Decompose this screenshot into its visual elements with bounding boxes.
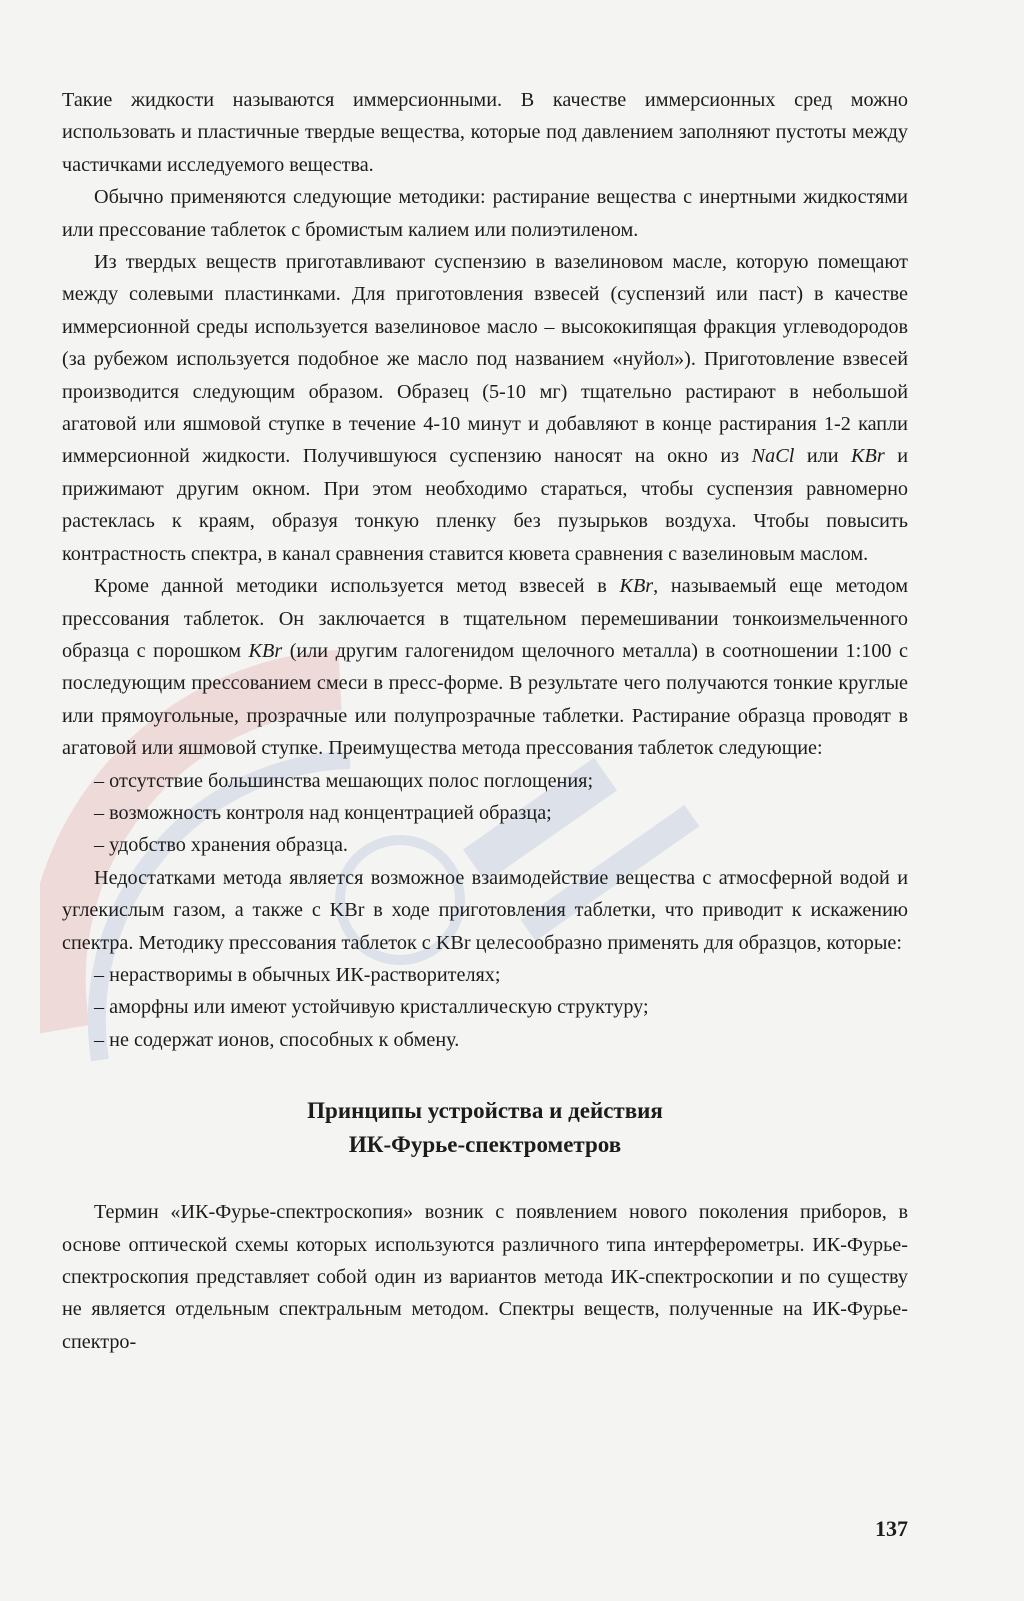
section-heading-line2: ИК-Фурье-спектрометров <box>348 1132 622 1158</box>
paragraph-kbr-part3: (или другим галогенидом щелочного металла) в соотношении 1:100 с последующим прессованием смеси в пресс-форме. В результате чего получаются тонкие круглые или прямоугольные, прозрачные или полупрозрачные таблетки. Растирание образца проводят в агатовой или яшмовой ступке. Преимущества метода прессования таблеток следующие: <box>62 639 908 760</box>
paragraph-kbr-part1: Кроме данной методики используется метод взвесей в <box>94 575 620 598</box>
paragraph-drawbacks: Недостатками метода является возможное взаимодействие вещества с атмосферной водой и углекислым газом, а также с KBr в ходе приготовления таблетки, что приводит к искажению спектра. Методику прессования таблеток с KBr целесообразно применять для образцов, которые: <box>62 866 908 954</box>
formula-kbr: KBr <box>619 575 654 598</box>
paragraph-kbr-method <box>62 570 908 764</box>
paragraph-kbr-part2: , называемый еще методом прессования таблеток. Он заключается в тщательном перемешивании тонкоизмельченного образца с порошком <box>62 575 909 662</box>
paragraph-ft-ir: Термин «ИК-Фурье-спектроскопия» возник с появлением нового поколения приборов, в основе оптической схемы которых используются различного типа интерферометры. ИК-Фурье-спектроскопия представляет собой один из вариантов метода ИК-спектроскопии и по существу не является отдельным спектральным методом. Спектры веществ, полученные на ИК-Фурье-спектро- <box>62 1201 908 1353</box>
paragraph-immersion: Такие жидкости называются иммерсионными. В качестве иммерсионных сред можно использовать и пластичные твердые вещества, которые под давлением заполняют пустоты между частичками исследуемого вещества. <box>62 89 908 176</box>
page-number: 137 <box>875 1516 908 1541</box>
list-item: – не содержат ионов, способных к обмену. <box>94 1028 460 1051</box>
formula-kbr: KBr <box>248 639 283 662</box>
paragraph-methods: Обычно применяются следующие методики: растирание вещества с инертными жидкостями или прессование таблеток с бромистым калием или полиэтиленом. <box>62 186 908 241</box>
section-heading <box>62 1094 908 1162</box>
list-item: – возможность контроля над концентрацией образца; <box>94 801 552 824</box>
formula-nacl: NaCl <box>751 445 795 468</box>
section-heading-line1: Принципы устройства и действия <box>307 1098 663 1124</box>
paragraph-suspension-part2: и прижимают другим окном. При этом необходимо стараться, чтобы суспензия равномерно растеклась к краям, образуя тонкую пленку без пузырьков воздуха. Чтобы повысить контрастность спектра, в канал сравнения ставится кювета сравнения с вазелиновым маслом. <box>62 445 909 565</box>
list-item: – нерастворимы в обычных ИК-растворителях; <box>94 963 501 986</box>
conjunction-or: или <box>794 445 852 468</box>
list-item: – отсутствие большинства мешающих полос поглощения; <box>94 769 594 792</box>
formula-kbr: KBr <box>851 445 885 468</box>
paragraph-suspension-part1: Из твердых веществ приготавливают суспензию в вазелиновом масле, которую помещают между солевыми пластинками. Для приготовления взвесей (суспензий или паст) в качестве иммерсионной среды используется вазелиновое масло – высококипящая фракция углеводородов (за рубежом используется подобное же масло под названием «нуйол»). Приготовление взвесей производится следующим образом. Образец (5-10 мг) тщательно растирают в небольшой агатовой или яшмовой ступке в течение 4-10 минут и добавляют в конце растирания 1-2 капли иммерсионной жидкости. Получившуюся суспензию наносят на окно из <box>62 251 908 468</box>
list-item: – аморфны или имеют устойчивую кристаллическую структуру; <box>94 996 649 1019</box>
page-body-text <box>62 84 908 1358</box>
paragraph-suspension <box>62 246 908 570</box>
list-item: – удобство хранения образца. <box>94 834 348 857</box>
